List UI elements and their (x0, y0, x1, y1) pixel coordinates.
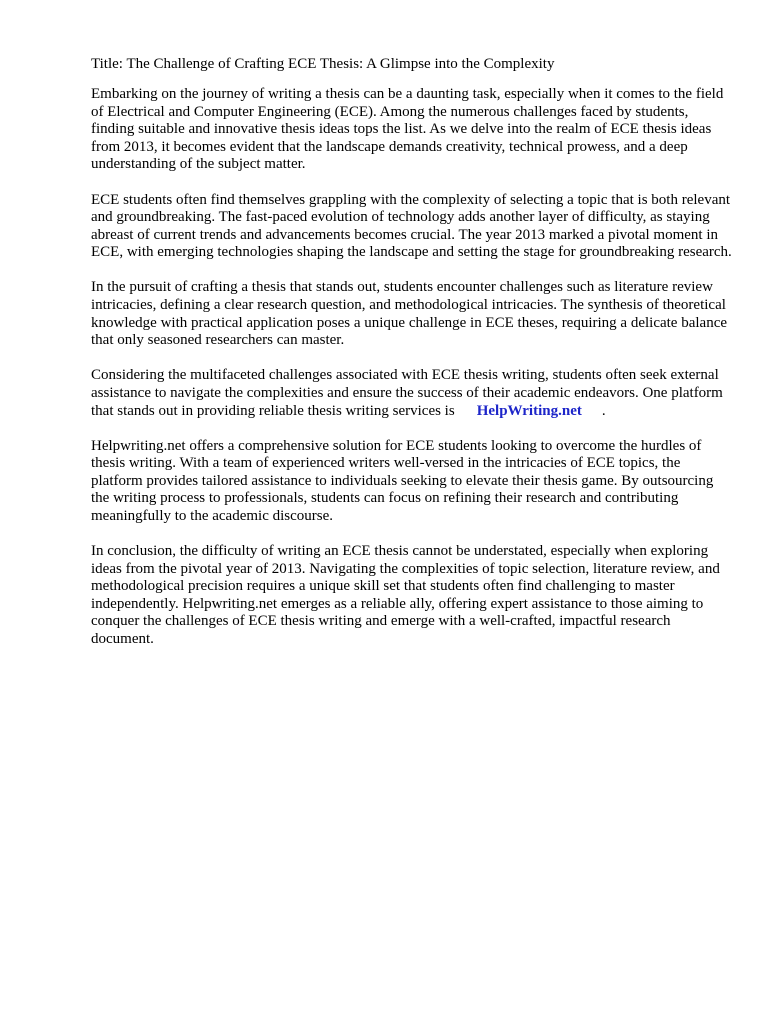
assistance-text: Considering the multifaceted challenges associated with ECE thesis writing, students often seek external assistance to navigate the complexities and ensure the success of their academic endeavors. One platform that stands out in providing reliable thesis writing services is (91, 367, 723, 419)
document-title: Title: The Challenge of Crafting ECE Thesis: A Glimpse into the Complexity (91, 56, 555, 72)
helpwriting-link[interactable]: HelpWriting.net (476, 402, 582, 419)
paragraph-challenges: In the pursuit of crafting a thesis that stands out, students encounter challenges such as literature review intricacies, defining a clear research question, and methodological intricacies. The synthesis of theoretical knowledge with practical application poses a unique challenge in ECE theses, requiring a delicate balance that only seasoned researchers can master. (91, 279, 728, 349)
paragraph-topic-selection: ECE students often find themselves grappling with the complexity of selecting a topic that is both relevant and groundbreaking. The fast-paced evolution of technology adds another layer of difficulty, as staying abreast of current trends and advancements becomes crucial. The year 2013 marked a pivotal moment in ECE, with emerging technologies shaping the landscape and setting the stage for groundbreaking research. (91, 191, 732, 261)
paragraph-helpwriting: Helpwriting.net offers a comprehensive solution for ECE students looking to overcome the hurdles of thesis writing. With a team of experienced writers well-versed in the intricacies of ECE topics, the platform provides tailored assistance to individuals seeking to elevate their thesis game. By outsourcing the writing process to professionals, students can focus on refining their research and contributing meaningfully to the academic discourse. (91, 437, 714, 524)
document-body (91, 56, 733, 666)
paragraph-conclusion: In conclusion, the difficulty of writing an ECE thesis cannot be understated, especially when exploring ideas from the pivotal year of 2013. Navigating the complexities of topic selection, literature review, and methodological precision requires a unique skill set that students often find challenging to master independently. Helpwriting.net emerges as a reliable ally, offering expert assistance to those aiming to conquer the challenges of ECE thesis writing and emerge with a well-crafted, impactful research document. (91, 543, 720, 648)
paragraph-assistance (91, 367, 733, 420)
assistance-end-punct: . (601, 402, 606, 419)
paragraph-intro: Embarking on the journey of writing a thesis can be a daunting task, especially when it comes to the field of Electrical and Computer Engineering (ECE). Among the numerous challenges faced by students, finding suitable and innovative thesis ideas tops the list. As we delve into the realm of ECE thesis ideas from 2013, it becomes evident that the landscape demands creativity, technical prowess, and a deep understanding of the subject matter. (91, 86, 724, 173)
